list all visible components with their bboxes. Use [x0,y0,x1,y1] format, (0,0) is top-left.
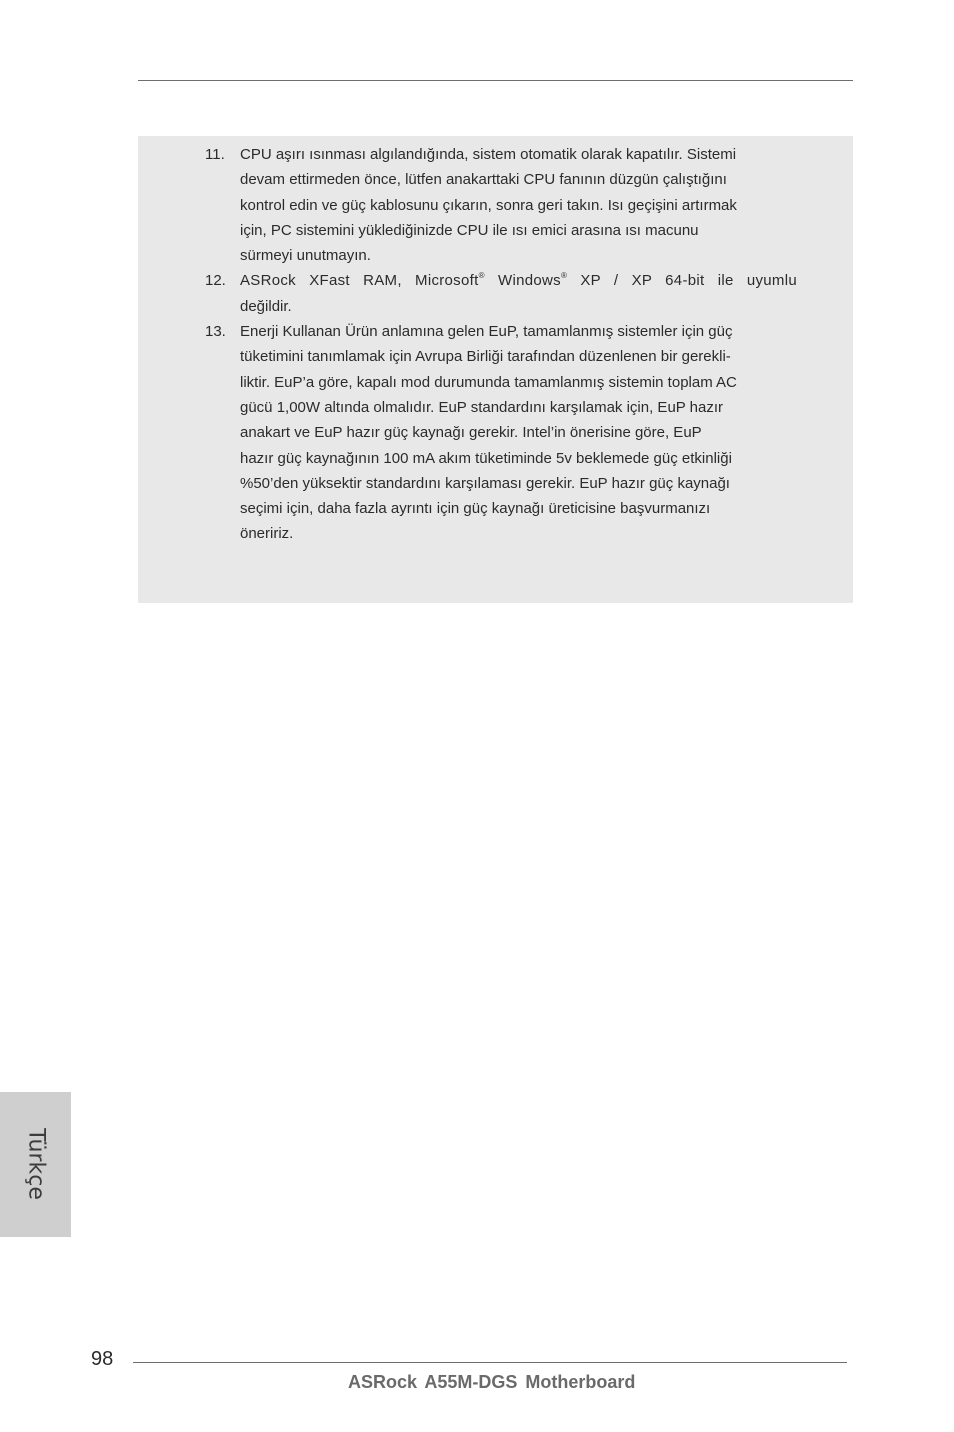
language-side-tab [0,1092,71,1237]
note-line: devam ettirmeden önce, lütfen anakarttaki CPU fanının düzgün çalıştığını [240,171,727,189]
note-item-12 [205,268,797,319]
footer-title: ASRock A55M-DGS Motherboard [348,1372,636,1392]
note-line: CPU aşırı ısınması algılandığında, sistem otomatik olarak kapatılır. Sistemi [240,146,737,163]
note-line: için, PC sistemini yüklediğinizde CPU ile ısı emici arasına ısı macunu [240,221,699,239]
note-text-segment: XP / XP 64-bit ile uyumlu [567,272,797,290]
note-line: değildir. [240,297,292,315]
note-text-segment: Windows [484,272,561,290]
notes-list [205,142,797,547]
note-line: hazır güç kaynağının 100 mA akım tüketiminde 5v beklemede güç etkinliği [240,449,732,467]
note-text-segment: ASRock XFast RAM, Microsoft [240,272,479,290]
note-line [240,268,797,293]
note-line: öneririz. [240,525,294,543]
header-rule [138,80,853,81]
note-line: liktir. EuP’a göre, kapalı mod durumunda tamamlanmış sistemin toplam AC [240,373,737,391]
note-number: 12. [205,272,226,290]
note-line: anakart ve EuP hazır güç kaynağı gerekir. Intel’in önerisine göre, EuP [240,424,702,442]
note-line: gücü 1,00W altında olmalıdır. EuP standardını karşılamak için, EuP hazır [240,398,724,416]
note-item-11 [205,142,797,268]
page-number: 98 [91,1348,114,1370]
note-line: %50’den yüksektir standardını karşılaması gerekir. EuP hazır güç kaynağı [240,474,730,492]
note-line: sürmeyi unutmayın. [240,247,371,265]
language-tab-label: Türkçe [23,1128,49,1200]
note-item-13 [205,319,797,547]
note-number: 13. [205,323,226,341]
note-number: 11. [205,146,225,163]
note-line: seçimi için, daha fazla ayrıntı için güç kaynağı üreticisine başvurmanızı [240,500,711,518]
registered-mark: ® [478,271,485,281]
note-line: kontrol edin ve güç kablosunu çıkarın, sonra geri takın. Isı geçişini artırmak [240,196,737,214]
registered-mark: ® [560,271,568,281]
footer-rule [133,1362,847,1363]
note-line: tüketimini tanımlamak için Avrupa Birliği tarafından düzenlenen bir gerekli- [240,348,731,366]
note-line: Enerji Kullanan Ürün anlamına gelen EuP, tamamlanmış sistemler için güç [240,323,733,341]
